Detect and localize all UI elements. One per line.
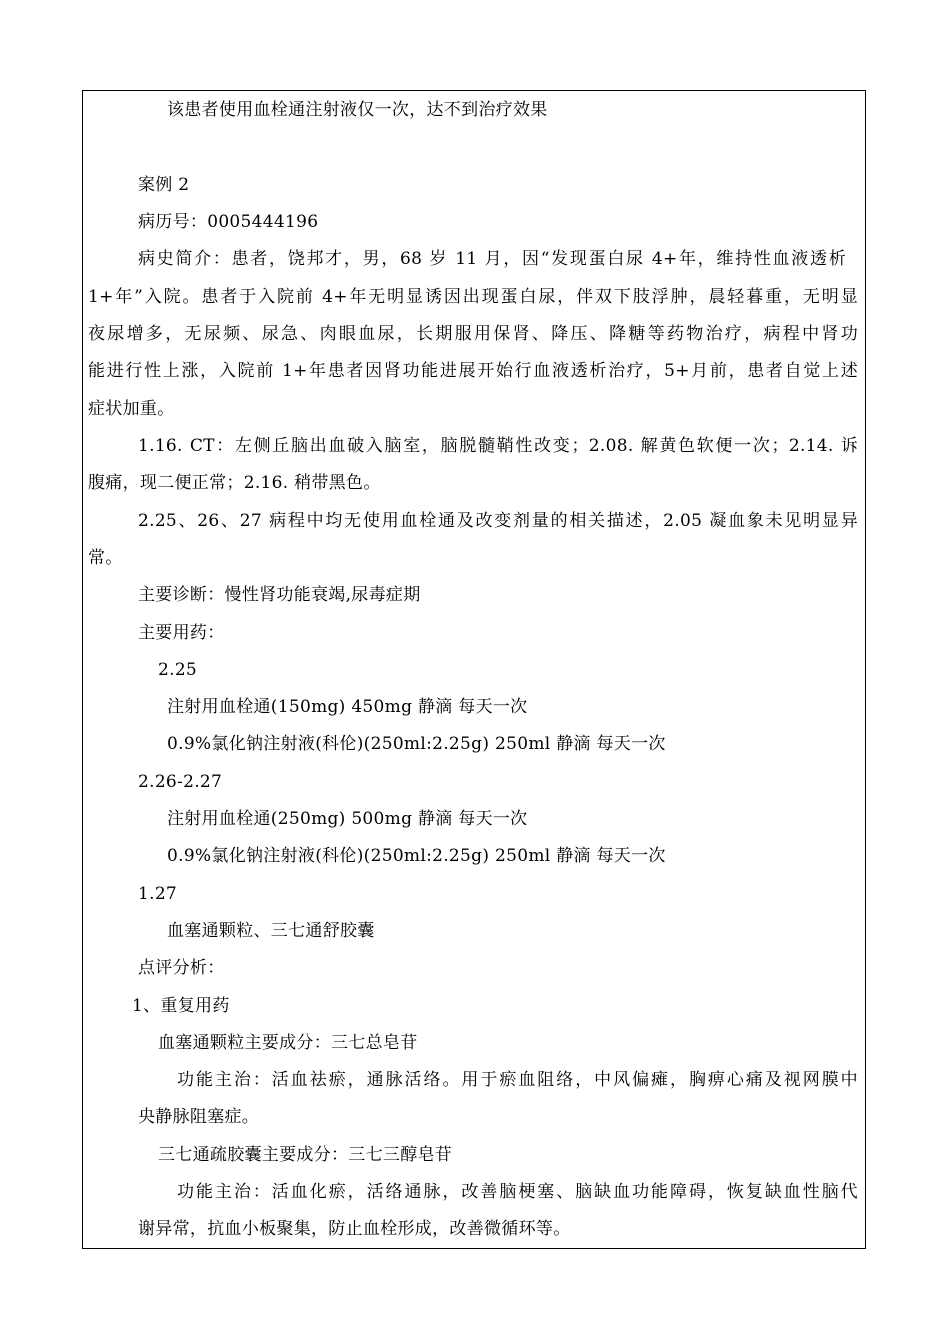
drug-line-4: 0.9%氯化钠注射液(科伦)(250ml:2.25g) 250ml 静滴 每天一次: [167, 846, 666, 866]
course-line-4: 常。: [88, 548, 123, 568]
sanqi-indications-1: 功能主治：活血化瘀，活络通脉，改善脑梗塞、脑缺血功能障碍，恢复缺血性脑代: [177, 1182, 858, 1202]
course-line-2: 腹痛，现二便正常；2.16. 稍带黑色。: [88, 473, 381, 493]
course-line-1: 1.16. CT：左侧丘脑出血破入脑室，脑脱髓鞘性改变；2.08. 解黄色软便一次；2.14. 诉: [138, 436, 858, 456]
case-title: 案例 2: [138, 175, 190, 195]
review-heading: 点评分析：: [138, 958, 225, 978]
main-drugs-heading: 主要用药：: [138, 623, 225, 643]
history-line-4: 能进行性上涨，入院前 1+年患者因肾功能进展开始行血液透析治疗，5+月前，患者自觉上述: [88, 361, 858, 381]
history-line-2: 1+年”入院。患者于入院前 4+年无明显诱因出现蛋白尿，伴双下肢浮肿，晨轻暮重，无明显: [88, 287, 858, 307]
drug-line-5: 血塞通颗粒、三七通舒胶囊: [167, 921, 375, 941]
history-line-1: 病史简介：患者，饶邦才，男，68 岁 11 月，因“发现蛋白尿 4+年，维持性血液透析: [138, 249, 846, 269]
conclusion-case1: 该患者使用血栓通注射液仅一次，达不到治疗效果: [167, 100, 548, 120]
sanqi-ingredients: 三七通疏胶囊主要成分：三七三醇皂苷: [158, 1145, 453, 1165]
course-line-3: 2.25、26、27 病程中均无使用血栓通及改变剂量的相关描述，2.05 凝血象未见明显异: [138, 511, 858, 531]
xuesaitong-indications-2: 央静脉阻塞症。: [138, 1107, 260, 1127]
drug-line-3: 注射用血栓通(250mg) 500mg 静滴 每天一次: [167, 809, 528, 829]
record-number: 病历号：0005444196: [138, 212, 319, 232]
review-item-1: 1、重复用药: [132, 996, 230, 1016]
drug-line-1: 注射用血栓通(150mg) 450mg 静滴 每天一次: [167, 697, 528, 717]
date-2-25: 2.25: [158, 660, 198, 680]
xuesaitong-indications-1: 功能主治：活血祛瘀，通脉活络。用于瘀血阻络，中风偏瘫，胸痹心痛及视网膜中: [177, 1070, 858, 1090]
history-line-3: 夜尿增多，无尿频、尿急、肉眼血尿，长期服用保肾、降压、降糖等药物治疗，病程中肾功: [88, 324, 858, 344]
history-line-5: 症状加重。: [88, 399, 175, 419]
drug-line-2: 0.9%氯化钠注射液(科伦)(250ml:2.25g) 250ml 静滴 每天一次: [167, 734, 666, 754]
date-1-27: 1.27: [138, 884, 178, 904]
date-2-26-2-27: 2.26-2.27: [138, 772, 223, 792]
xuesaitong-ingredients: 血塞通颗粒主要成分：三七总皂苷: [158, 1033, 418, 1053]
main-diagnosis: 主要诊断：慢性肾功能衰竭,尿毒症期: [138, 585, 421, 605]
sanqi-indications-2: 谢异常，抗血小板聚集，防止血栓形成，改善微循环等。: [138, 1219, 571, 1239]
